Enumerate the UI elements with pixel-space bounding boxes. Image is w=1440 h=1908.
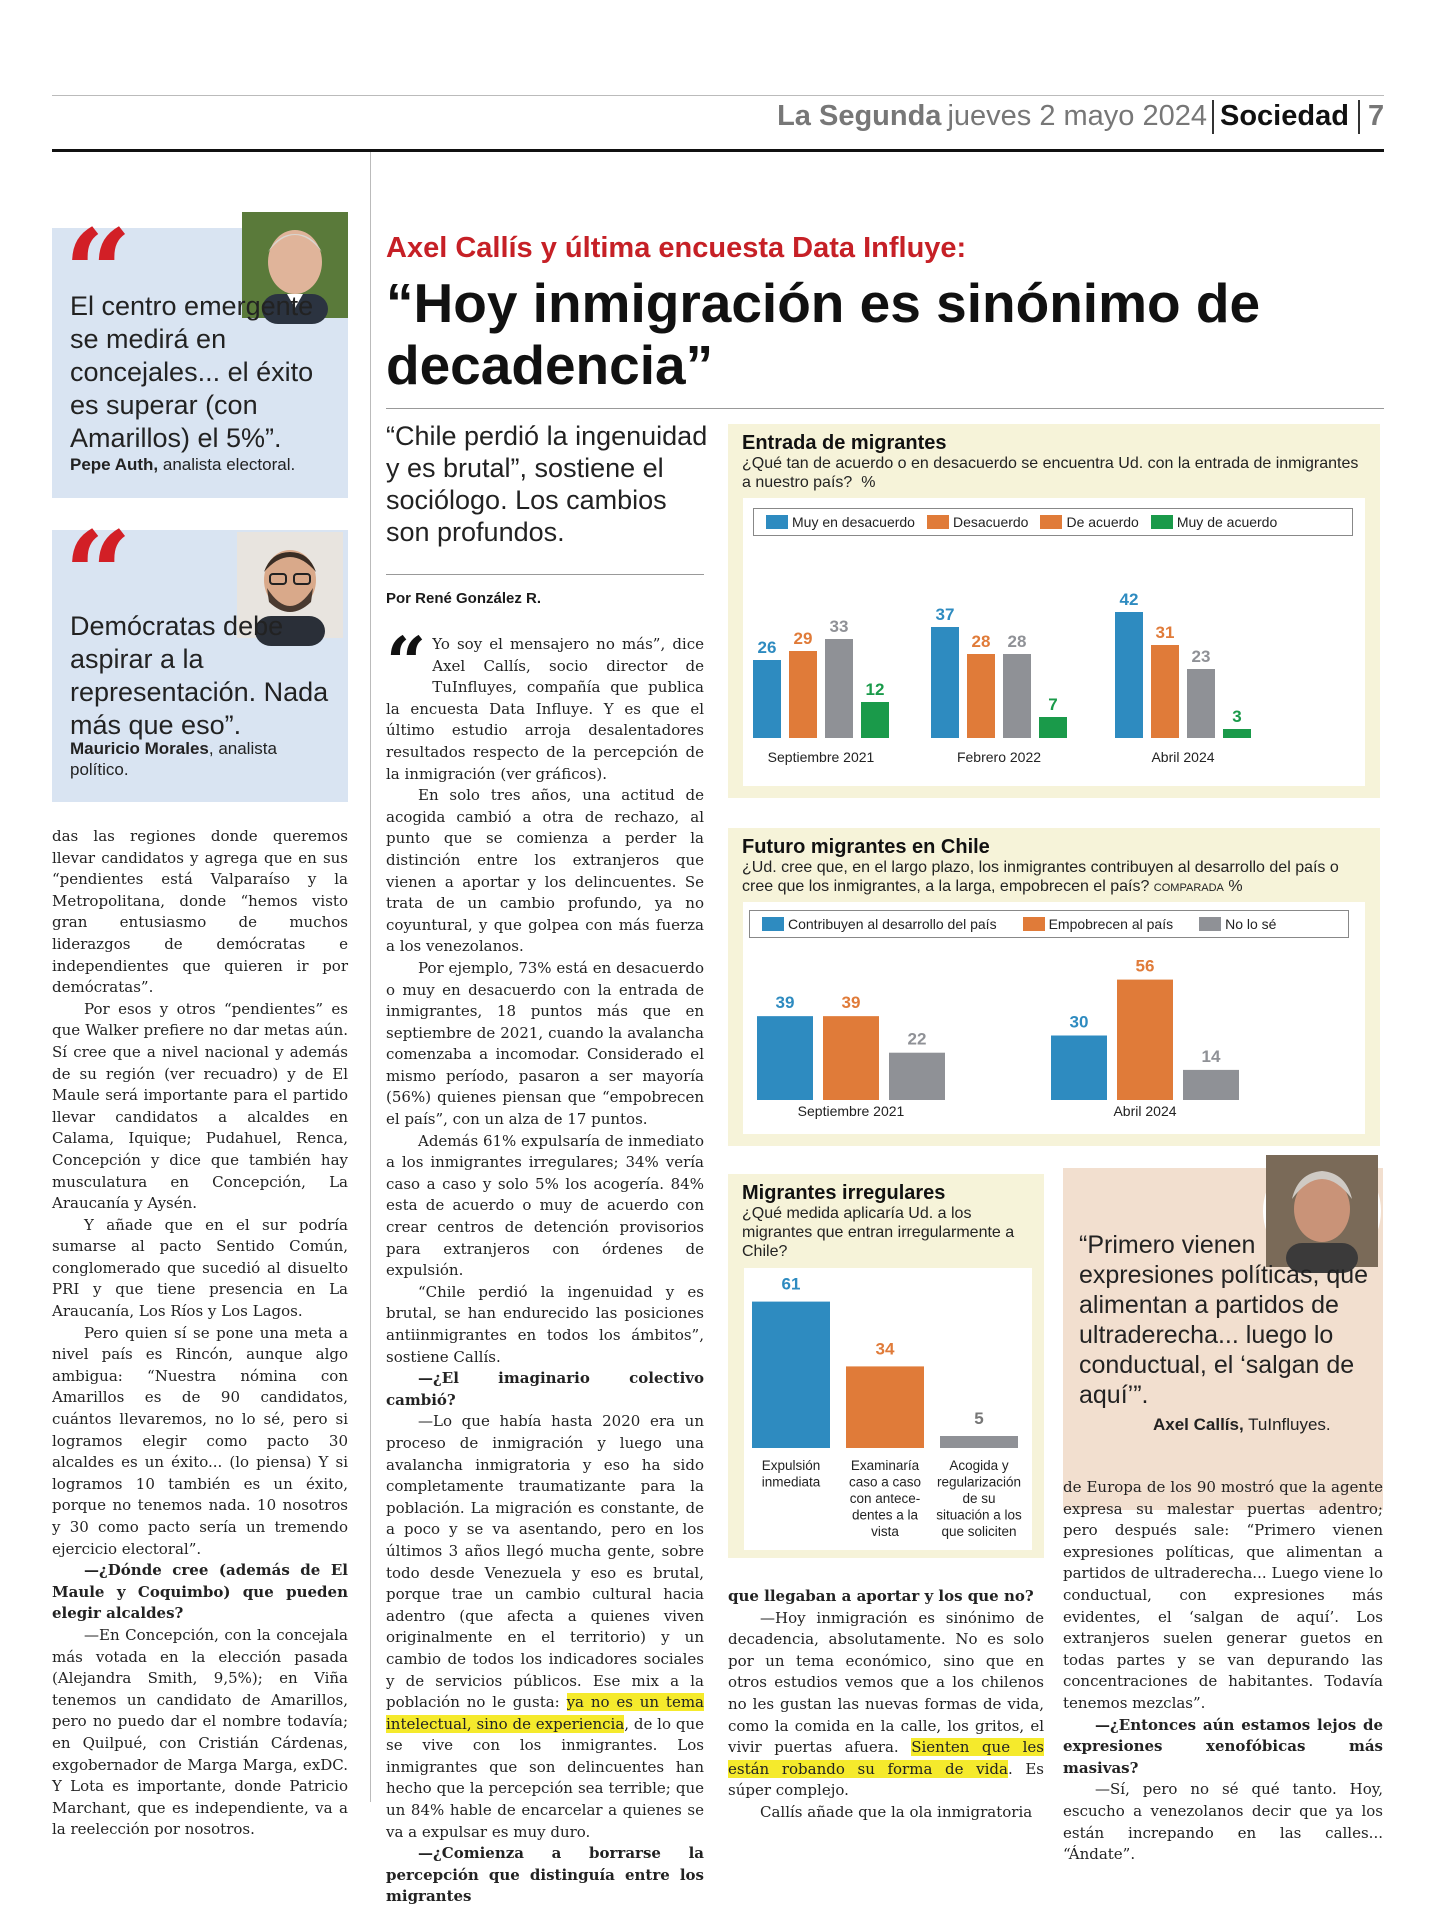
legend-item: Contribuyen al desarrollo del país xyxy=(762,916,997,932)
x-tick-label: Acogida y regularización de su situación a los que soliciten xyxy=(936,1458,1022,1539)
headline-rule xyxy=(386,408,1384,409)
x-tick-label: Abril 2024 xyxy=(1113,1103,1177,1119)
data-label: 61 xyxy=(781,1274,801,1294)
data-label: 12 xyxy=(865,680,885,699)
paragraph: —Lo que había hasta 2020 era un proceso de inmigración y luego una avalancha inmigratoria y eso ha sido completamente traumatizante para la población. La migración es constante, de a poco y se va asentando, pero en los últimos 3 años llegó mucha gente, sobre todo desde Venezuela y eso es brutal, porque trae un cambio cultural hacia adentro (que afecta a quienes viven originalmente en el territorio) y un cambio de todos los indicadores sociales y de servicios públicos. Ese mix a la población no le gusta: ya no es un tema intelectual, sino de experiencia, de lo que se vive con los inmigrantes. Los inmigrantes que son delincuentes han hecho que la percepción sea terrible; que un 84% hable de encarcelar a quienes se va a expulsar es muy duro. xyxy=(386,1412,704,1841)
header-paper-name: La Segunda jueves 2 mayo 2024 xyxy=(777,100,1207,132)
quote-attribution: Mauricio Morales, analista político. xyxy=(70,739,277,779)
quote-box-callis xyxy=(1063,1168,1383,1510)
bar xyxy=(861,702,889,738)
paragraph: das las regiones donde queremos llevar candidatos y agrega que en sus “pendientes está Valparaíso y la Metropolitana, donde “hemos visto gran entusiasmo de muchos liderazgos de demócratas e independientes que quieren ir por demócratas”. xyxy=(52,827,348,997)
deck-rule xyxy=(386,574,704,575)
bar xyxy=(1223,729,1251,738)
chart-entrada-migrantes xyxy=(728,424,1380,798)
paragraph: Además 61% expulsaría de inmediato a los inmigrantes irregulares; 34% vería caso a caso y solo 5% los acogería. 84% esta de acuerdo o muy de acuerdo con crear centros de detención provisorios para extranjeros con órdenes de expulsión. xyxy=(386,1131,704,1280)
data-label: 23 xyxy=(1191,647,1211,666)
quote-mark-icon: “ xyxy=(64,203,132,342)
legend-item: De acuerdo xyxy=(1040,514,1138,530)
legend-item: Desacuerdo xyxy=(927,514,1029,530)
chart-title: Futuro migrantes en Chile xyxy=(742,836,990,858)
chart-subtitle: ¿Ud. cree que, en el largo plazo, los inmigrantes contribuyen al desarrollo del país o cree que los inmigrantes, a la larga, empobrecen el país? COMPARADA % xyxy=(742,859,1339,895)
paragraph: —En Concepción, con la concejala más votada en la elección pasada (Alejandra Smith, 9,5%); en Viña tenemos un candidato de Amarillos, pero no puedo dar el nombre todavía; en Quilpué, con Cristián Cárdenas, exgobernador de Marga Marga, exDC. Y Lota es importante, donde Patricio Marchant, que es independiente, va a la reelección por nosotros. xyxy=(52,1625,348,1839)
x-tick-label: Septiembre 2021 xyxy=(797,1103,905,1119)
data-label: 28 xyxy=(1007,632,1027,651)
legend-item: Muy en desacuerdo xyxy=(766,514,915,530)
chart-title: Migrantes irregulares xyxy=(742,1182,946,1204)
data-label: 3 xyxy=(1232,707,1242,726)
data-label: 14 xyxy=(1201,1046,1221,1066)
bar xyxy=(931,627,959,738)
paragraph: Por ejemplo, 73% está en desacuerdo o muy en desacuerdo con la entrada de inmigrantes, 18 puntos más que en septiembre de 2021, cuando la avalancha comenzaba a incomodar. Considerado el mismo período, pasaron a ser mayoría (56%) quienes piensan que “empobrecen el país”, con un alza de 17 puntos. xyxy=(386,958,704,1129)
bar xyxy=(967,654,995,738)
fourth-column-text xyxy=(1063,1477,1383,1866)
paragraph: “Chile perdió la ingenuidad y es brutal, se han endurecido las posiciones antiinmigrantes en todos los ámbitos”, sostiene Callís. xyxy=(386,1282,704,1366)
data-label: 37 xyxy=(935,605,955,624)
chart-migrantes-irregulares xyxy=(728,1174,1044,1558)
paragraph: —Sí, pero no sé qué tanto. Hoy, escucho a venezolanos decir que ya los están increpando en las calles... “Ándate”. xyxy=(1063,1780,1383,1864)
data-label: 42 xyxy=(1119,590,1139,609)
bar xyxy=(789,651,817,738)
bar xyxy=(1117,980,1173,1100)
bar xyxy=(823,1016,879,1100)
legend-item: Muy de acuerdo xyxy=(1151,514,1277,530)
column-rule xyxy=(370,152,371,1802)
paragraph: Por esos y otros “pendientes” es que Walker prefiere no dar metas aún. Sí cree que a nivel nacional y además de su región (ver recuadro) y de El Maule será importante para el partido llevar candidatos a alcaldes en Calama, Iquique; Pudahuel, Renca, Concepción y dice que también hay musculatura en Concepción, La Araucanía y Aysén. xyxy=(52,999,348,1213)
chart-plot-area xyxy=(743,498,1365,786)
chart-subtitle: ¿Qué tan de acuerdo o en desacuerdo se encuentra Ud. con la entrada de inmigrantes a nuestro país? % xyxy=(742,455,1359,491)
deck: “Chile perdió la ingenuidad y es brutal”, sostiene el sociólogo. Los cambios son profundos. xyxy=(386,421,708,547)
bar xyxy=(825,639,853,738)
chart-futuro-migrantes xyxy=(728,828,1380,1146)
quote-box-auth xyxy=(52,203,348,498)
middle-column-text xyxy=(386,621,704,1908)
data-label: 34 xyxy=(875,1339,895,1359)
header-date: jueves 2 mayo 2024 xyxy=(947,100,1207,132)
bar xyxy=(1003,654,1031,738)
paragraph: En solo tres años, una actitud de acogida cambió a otra de rechazo, al punto que se comienza a perder la distinción entre los extranjeros que vienen a aportar y los delincuentes. Se trata de un cambio profundo, ya no coyuntural, y que golpea con más fuerza a los venezolanos. xyxy=(386,786,704,956)
bar xyxy=(1051,1036,1107,1101)
interview-question: —¿Dónde cree (además de El Maule y Coquimbo) que pueden elegir alcaldes? xyxy=(52,1561,348,1623)
bar xyxy=(752,1302,830,1448)
chart-svg xyxy=(744,1268,1032,1550)
header-divider xyxy=(1358,100,1360,134)
chart-title: Entrada de migrantes xyxy=(742,432,947,454)
paragraph: Pero quien sí se pone una meta a nivel país es Rincón, aunque algo ambigua: “Nuestra nómina con Amarillos es de 90 candidatos, cuántos llevaremos, no lo sé, pero si logramos elegir como pacto 30 alcaldes es un éxito... (lo piensa) Y si logramos 10 también es un éxito, porque no tenemos nada. 10 nosotros y 30 como pacto sería un tremendo ejercicio electoral”. xyxy=(52,1323,348,1558)
page-number: 7 xyxy=(1368,100,1385,132)
bar xyxy=(1183,1070,1239,1100)
paragraph: “ Yo soy el mensajero no más”, dice Axel Callís, socio director de TuInfluyes, compañía que publica la encuesta Data Influye. Y es que el último estudio arroja desalentadores resultados respecto de la percepción de la inmigración (ver gráficos). xyxy=(386,621,704,783)
legend-item: Empobrecen al país xyxy=(1023,916,1174,932)
interview-question: —¿El imaginario colectivo cambió? xyxy=(386,1369,704,1409)
data-label: 28 xyxy=(971,632,991,651)
bar xyxy=(1187,669,1215,738)
data-label: 26 xyxy=(757,638,777,657)
interview-question: —¿Comienza a borrarse la percepción que distinguía entre los migrantes xyxy=(386,1844,704,1906)
data-label: 5 xyxy=(974,1409,984,1428)
chart-plot-area xyxy=(743,902,1365,1134)
data-label: 7 xyxy=(1048,695,1058,714)
legend-item: No lo sé xyxy=(1199,916,1276,932)
chart-svg xyxy=(743,498,1365,786)
quote-text: “Primero vienen expresiones políticas, que alimentan a partidos de ultraderecha... luego lo conductual, el ‘salgan de aquí’”. xyxy=(1079,1231,1369,1409)
bar xyxy=(757,1016,813,1100)
drop-quote-icon: “ xyxy=(386,621,427,704)
bar xyxy=(889,1053,945,1100)
data-label: 30 xyxy=(1069,1012,1089,1032)
kicker: Axel Callís y última encuesta Data Influye: xyxy=(386,232,967,264)
left-column-text xyxy=(52,826,348,1841)
headline: “Hoy inmigración es sinónimo de decadencia” xyxy=(386,272,1261,396)
header-top-rule xyxy=(52,95,1384,96)
paragraph: Y añade que en el sur podría sumarse al pacto Sentido Común, conglomerado que sucedió al disuelto PRI y que tiene presencia en La Araucanía, Los Ríos y Los Lagos. xyxy=(52,1215,348,1321)
bar xyxy=(753,660,781,738)
header-section: Sociedad xyxy=(1220,100,1349,132)
quote-box-morales xyxy=(52,505,348,802)
bar xyxy=(1151,645,1179,738)
paragraph: —Hoy inmigración es sinónimo de decadencia, absolutamente. No es solo por un tema económico, sino que en otros estudios vemos que a los chilenos no les gustan las nuevas formas de vida, como la comida en la calle, los gritos, el vivir puertas afuera. Sienten que les están robando su forma de vida. Es súper complejo. xyxy=(728,1608,1044,1800)
data-label: 31 xyxy=(1155,623,1175,642)
chart-plot-area xyxy=(744,1268,1032,1550)
paragraph: Callís añade que la ola inmigratoria xyxy=(760,1802,1033,1821)
third-column-text xyxy=(728,1586,1044,1824)
bar xyxy=(846,1366,924,1448)
bar xyxy=(1039,717,1067,738)
chart-subtitle: ¿Qué medida aplicaría Ud. a los migrantes que entran irregularmente a Chile? xyxy=(742,1205,1015,1260)
data-label: 39 xyxy=(775,993,795,1013)
x-tick-label: Abril 2024 xyxy=(1151,749,1215,765)
data-label: 39 xyxy=(841,993,861,1013)
bar xyxy=(1115,612,1143,738)
bar xyxy=(940,1436,1018,1448)
highlight: Sienten que les están robando su forma de vida xyxy=(728,1738,1044,1778)
quote-attribution: Axel Callís, TuInfluyes. xyxy=(1153,1415,1331,1434)
data-label: 56 xyxy=(1135,956,1155,976)
header-bottom-rule xyxy=(52,149,1384,152)
highlight: ya no es un tema intelectual, sino de experiencia xyxy=(386,1693,704,1733)
interview-question: que llegaban a aportar y los que no? xyxy=(728,1587,1034,1605)
x-tick-label: Febrero 2022 xyxy=(956,749,1042,765)
interview-question: —¿Entonces aún estamos lejos de expresiones xenofóbicas más masivas? xyxy=(1063,1715,1383,1777)
header-divider xyxy=(1212,100,1214,134)
chart-svg xyxy=(743,902,1365,1134)
paragraph: de Europa de los 90 mostró que la agente expresa su malestar puertas adentro; pero después sale: “Primero vienen expresiones políticas, que alimentan a partidos de ultraderecha... Luego viene lo conductual, con expresiones más evidentes, el ‘salgan de aquí’. Los extranjeros suelen generar guetos en todas partes y se van depurando las concentraciones de habitantes. Todavía tenemos mezclas”. xyxy=(1063,1478,1383,1712)
x-tick-label: Examinaría caso a caso con antece-dentes a la vista xyxy=(848,1458,922,1539)
x-tick-label: Septiembre 2021 xyxy=(767,749,875,765)
quote-text: Demócratas debe aspirar a la representación. Nada más que eso”. xyxy=(70,611,329,740)
quote-mark-icon: “ xyxy=(64,505,132,644)
data-label: 22 xyxy=(907,1029,927,1049)
quote-attribution: Pepe Auth, analista electoral. xyxy=(70,455,296,474)
data-label: 33 xyxy=(829,617,849,636)
data-label: 29 xyxy=(793,629,813,648)
x-tick-label: Expulsión inmediata xyxy=(761,1458,821,1490)
byline: Por René González R. xyxy=(386,590,542,607)
quote-text: El centro emergente se medirá en concejales... el éxito es superar (con Amarillos) el 5%”. xyxy=(70,291,314,453)
